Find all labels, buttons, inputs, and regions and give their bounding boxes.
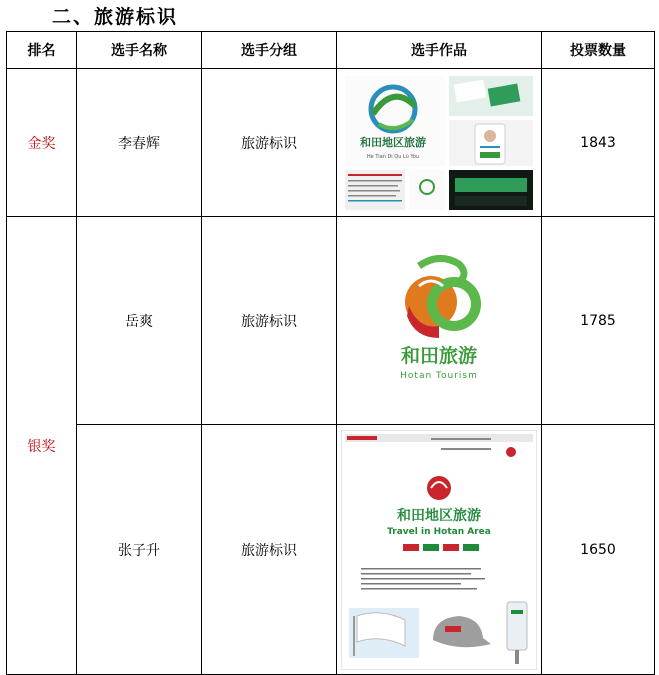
header-group: 选手分组 (202, 32, 337, 69)
work-image-gold (343, 74, 535, 212)
header-work: 选手作品 (337, 32, 542, 69)
work-image-third (341, 430, 537, 670)
work-cell (337, 69, 542, 217)
name-cell: 李春辉 (77, 69, 202, 217)
table-row (7, 217, 655, 425)
votes-cell: 1650 (542, 425, 655, 675)
group-cell: 旅游标识 (202, 217, 337, 425)
rank-cell: 金奖 (7, 69, 77, 217)
logo-pinyin: He Tian Di Qu Lü You (366, 153, 420, 160)
votes-cell: 1843 (542, 69, 655, 217)
votes-cell: 1785 (542, 217, 655, 425)
work-image-silver (359, 246, 519, 396)
name-cell: 岳爽 (77, 217, 202, 425)
logo-brand-text: 和田旅游 (400, 344, 478, 367)
name-cell: 张子升 (77, 425, 202, 675)
table-row (7, 69, 655, 217)
work-cell (337, 217, 542, 425)
group-cell: 旅游标识 (202, 425, 337, 675)
group-cell: 旅游标识 (202, 69, 337, 217)
work-cell (337, 425, 542, 675)
header-rank: 排名 (7, 32, 77, 69)
logo-english: Travel in Hotan Area (387, 526, 491, 537)
rank-cell: 银奖 (7, 217, 77, 675)
table-row (7, 425, 655, 675)
section-title: 二、旅游标识 (52, 6, 179, 28)
logo-english: Hotan Tourism (400, 370, 478, 381)
header-name: 选手名称 (77, 32, 202, 69)
table-header-row (7, 32, 655, 69)
awards-table (6, 31, 655, 675)
logo-brand-text: 和田地区旅游 (360, 135, 426, 149)
logo-brand-text: 和田地区旅游 (397, 507, 481, 524)
header-votes: 投票数量 (542, 32, 655, 69)
